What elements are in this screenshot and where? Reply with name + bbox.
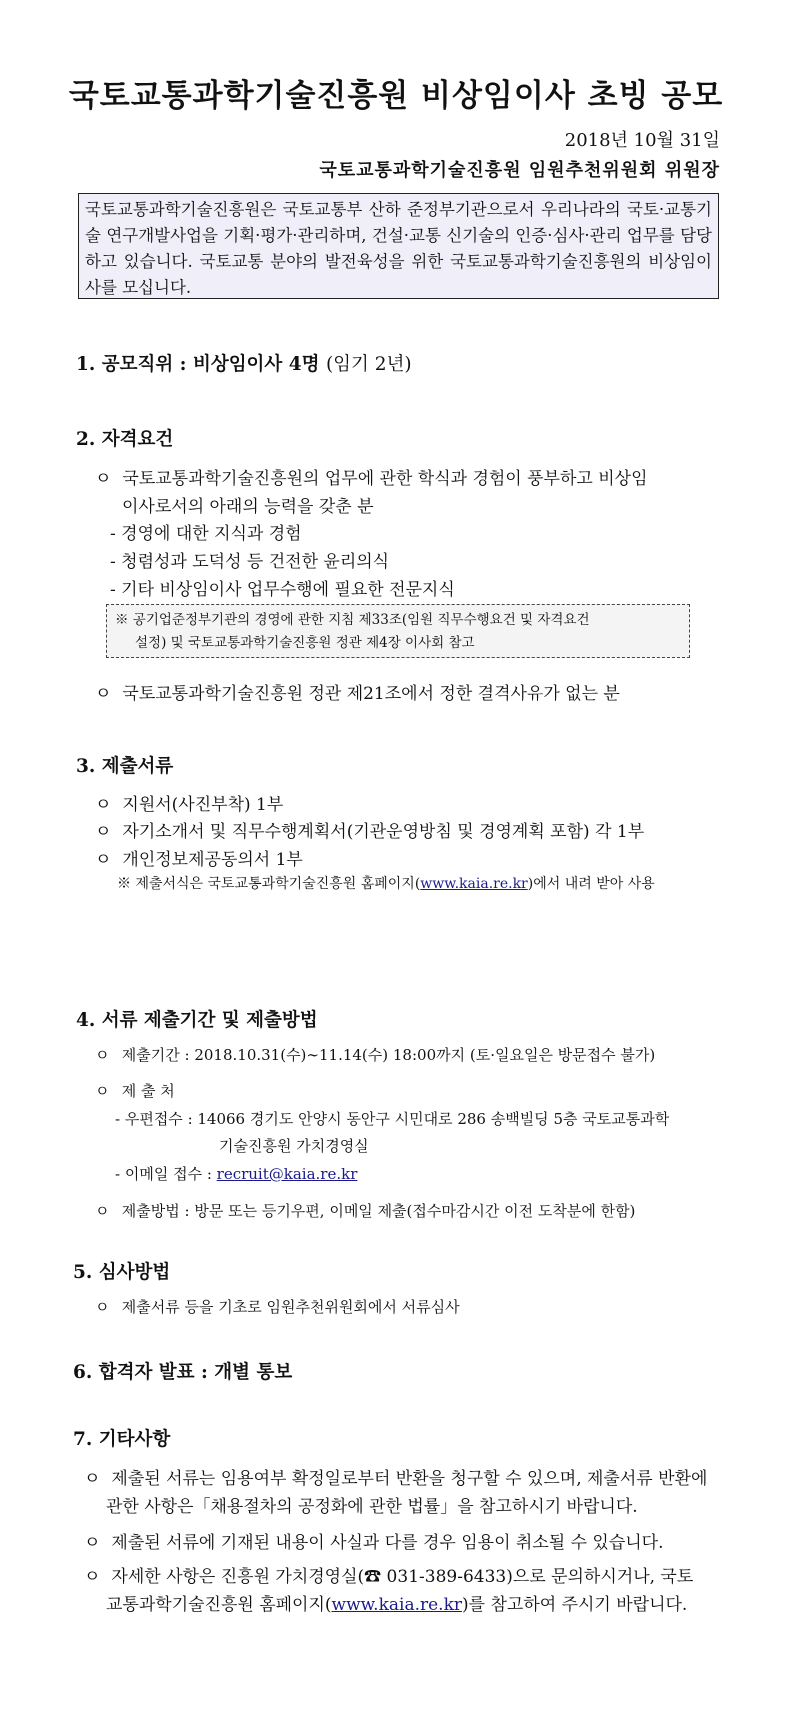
section-3-heading: 3. 제출서류: [76, 756, 174, 777]
misc-item-3-post: )를 참고하여 주시기 바랍니다.: [462, 1595, 688, 1615]
section-1-title: 1. 공모직위 : 비상임이사 4명: [76, 354, 320, 375]
section-6-heading: 6. 합격자 발표 : 개별 통보: [73, 1362, 293, 1383]
document-note-post: )에서 내려 받아 사용: [527, 876, 655, 892]
section-2-heading: 2. 자격요건: [76, 429, 174, 450]
section-5-heading: 5. 심사방법: [73, 1262, 171, 1283]
bullet-mark: ㅇ: [84, 1533, 101, 1553]
document-item-1: [95, 790, 283, 815]
note-line-2: 설정) 및 국토교통과학기술진흥원 정관 제4장 이사회 참고: [135, 635, 475, 651]
email-label: - 이메일 접수 :: [115, 1165, 217, 1183]
submission-method: [95, 1200, 635, 1221]
document-note-pre: ※ 제출서식은 국토교통과학기술진흥원 홈페이지(: [117, 876, 421, 892]
email-link[interactable]: recruit@kaia.re.kr: [216, 1165, 358, 1183]
misc-item-1: [84, 1464, 707, 1489]
bullet-mark: ㅇ: [95, 1202, 110, 1220]
document-item-3-text: 개인정보제공동의서 1부: [122, 850, 303, 870]
homepage-link[interactable]: www.kaia.re.kr: [420, 876, 528, 892]
page-title: 국토교통과학기술진흥원 비상임이사 초빙 공모: [68, 78, 724, 114]
bullet-mark: ㅇ: [95, 795, 112, 815]
bullet-mark: ㅇ: [95, 1298, 110, 1316]
intro-box: 국토교통과학기술진흥원은 국토교통부 산하 준정부기관으로서 우리나라의 국토·교통기술 연구개발사업을 기획·평가·관리하며, 건설·교통 신기술의 인증·심사·관리 업무를 담당하고 있습니다. 국토교통 분야의 발전육성을 위한 국토교통과학기술진흥원의 비상임이사를 모십니다.: [78, 193, 719, 299]
review-item-1-text: 제출서류 등을 기초로 임원추천위원회에서 서류심사: [121, 1298, 460, 1316]
section-1-term: (임기 2년): [325, 354, 412, 375]
qualification-item-1: [95, 464, 648, 489]
section-1-heading: [76, 350, 412, 376]
notice-date: 2018년 10월 31일: [564, 130, 720, 151]
bullet-mark: ㅇ: [95, 1082, 110, 1100]
submission-period-text: 제출기간 : 2018.10.31(수)∼11.14(수) 18:00까지 (토·일요일은 방문접수 불가): [121, 1046, 656, 1064]
misc-item-3-line2: [106, 1590, 687, 1615]
qualification-note-box: [106, 604, 690, 658]
document-item-1-text: 지원서(사진부착) 1부: [122, 795, 284, 815]
bullet-mark: ㅇ: [95, 469, 112, 489]
misc-item-1-line2: 관한 사항은「채용절차의 공정화에 관한 법률」을 참고하시기 바랍니다.: [106, 1497, 638, 1517]
document-item-2: [95, 817, 644, 842]
qualification-dash-1: - 경영에 대한 지식과 경험: [110, 524, 302, 544]
qualification-item-1-line1: 국토교통과학기술진흥원의 업무에 관한 학식과 경험이 풍부하고 비상임: [122, 469, 648, 489]
section-4-heading: 4. 서류 제출기간 및 제출방법: [76, 1010, 318, 1031]
misc-item-3: [84, 1562, 693, 1587]
submission-place-text: 제 출 처: [121, 1082, 175, 1100]
review-item-1: [95, 1296, 460, 1317]
submission-period: [95, 1044, 655, 1065]
bullet-mark: ㅇ: [84, 1469, 101, 1489]
bullet-mark: ㅇ: [95, 850, 112, 870]
misc-item-2-text: 제출된 서류에 기재된 내용이 사실과 다를 경우 임용이 취소될 수 있습니다.: [111, 1533, 664, 1553]
issuer: 국토교통과학기술진흥원 임원추천위원회 위원장: [319, 160, 720, 181]
mail-address-line2: 기술진흥원 가치경영실: [219, 1137, 369, 1155]
misc-item-1-line1: 제출된 서류는 임용여부 확정일로부터 반환을 청구할 수 있으며, 제출서류 반환에: [111, 1469, 708, 1489]
misc-item-2: [84, 1528, 664, 1553]
qualification-dash-3: - 기타 비상임이사 업무수행에 필요한 전문지식: [110, 580, 455, 600]
document-item-3: [95, 845, 303, 870]
bullet-mark: ㅇ: [95, 684, 112, 704]
homepage-link[interactable]: www.kaia.re.kr: [331, 1595, 463, 1615]
qualification-item-1-line2: 이사로서의 아래의 능력을 갖춘 분: [122, 497, 374, 517]
email-submission: [115, 1163, 357, 1184]
document-item-2-text: 자기소개서 및 직무수행계획서(기관운영방침 및 경영계획 포함) 각 1부: [122, 822, 645, 842]
note-line-1: ※ 공기업준정부기관의 경영에 관한 지침 제33조(임원 직무수행요건 및 자격요건: [115, 612, 590, 628]
qualification-item-2-text: 국토교통과학기술진흥원 정관 제21조에서 정한 결격사유가 없는 분: [122, 684, 620, 704]
misc-item-3-line1: 자세한 사항은 진흥원 가치경영실(☎ 031-389-6433)으로 문의하시거나, 국토: [111, 1567, 694, 1587]
section-7-heading: 7. 기타사항: [73, 1429, 171, 1450]
qualification-item-2: [95, 679, 620, 704]
mail-address-line1: - 우편접수 : 14066 경기도 안양시 동안구 시민대로 286 송백빌딩 5층 국토교통과학: [115, 1110, 670, 1128]
qualification-dash-2: - 청렴성과 도덕성 등 건전한 윤리의식: [110, 552, 390, 572]
misc-item-3-pre: 교통과학기술진흥원 홈페이지(: [106, 1595, 332, 1615]
bullet-mark: ㅇ: [95, 822, 112, 842]
bullet-mark: ㅇ: [95, 1046, 110, 1064]
submission-place: [95, 1080, 175, 1101]
document-note: [117, 873, 655, 893]
submission-method-text: 제출방법 : 방문 또는 등기우편, 이메일 제출(접수마감시간 이전 도착분에 한함): [121, 1202, 636, 1220]
bullet-mark: ㅇ: [84, 1567, 101, 1587]
